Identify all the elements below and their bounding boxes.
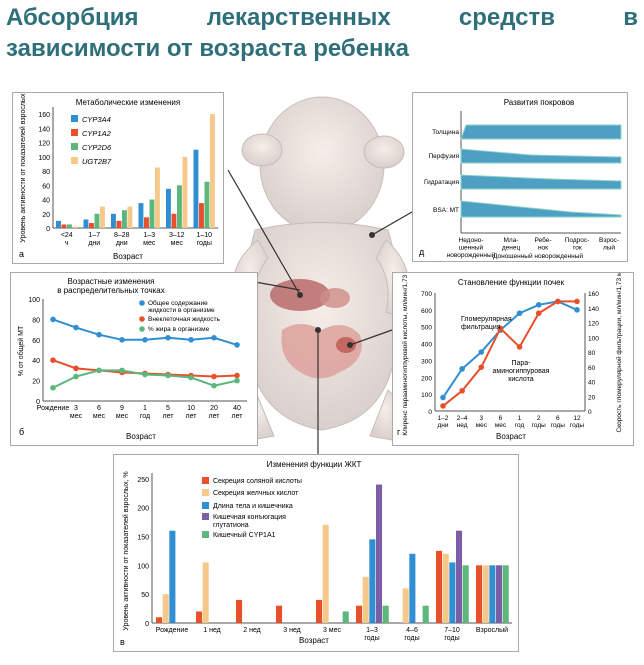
data-point xyxy=(234,373,240,379)
x-tick-label: 4–6 xyxy=(406,627,418,634)
y-tick-label-right: 140 xyxy=(588,305,599,313)
legend-swatch xyxy=(71,115,78,122)
bar xyxy=(169,531,175,623)
data-point xyxy=(574,307,580,313)
bar xyxy=(156,617,162,623)
y-tick-label: 80 xyxy=(42,169,50,177)
x-tick-label: лый xyxy=(602,244,616,252)
y-tick-label-right: 120 xyxy=(588,320,599,328)
y-tick-label: 300 xyxy=(421,358,432,366)
series-annotation: аминогиппуровая xyxy=(492,368,550,375)
y-tick-label: 100 xyxy=(28,297,40,304)
x-tick-label: Рождение xyxy=(155,627,189,634)
x-tick-label: 6 xyxy=(498,415,503,422)
data-point xyxy=(234,378,240,384)
y-tick-label: 20 xyxy=(42,211,50,219)
series-annotation: Пара- xyxy=(511,360,531,367)
x-tick-label: 7–10 xyxy=(444,627,460,634)
x-tick-label: новорожденный xyxy=(446,252,496,259)
x-tick-label: 3–12 xyxy=(168,232,185,239)
x-tick-label: мес xyxy=(494,422,507,429)
x-tick-label: годы xyxy=(531,422,546,429)
x-axis-label: Возраст xyxy=(299,636,329,645)
bar xyxy=(73,227,78,228)
data-point xyxy=(142,337,148,343)
x-tick-label: нед xyxy=(456,422,468,429)
chart-title: Становление функции почек xyxy=(457,278,565,287)
bar xyxy=(276,606,282,623)
legend-label: Кишечный CYP1A1 xyxy=(213,532,276,539)
x-tick-label: нок xyxy=(537,244,549,252)
chart-title: Возрастные изменения xyxy=(67,277,155,286)
x-tick-label: 3 нед xyxy=(283,627,301,634)
data-point xyxy=(211,374,217,380)
data-point xyxy=(459,388,465,394)
bar xyxy=(95,214,100,228)
legend-swatch xyxy=(202,489,209,496)
x-tick-label: дни xyxy=(88,240,101,247)
x-tick-label: 12 xyxy=(573,415,581,422)
x-tick-label: 1–7 xyxy=(88,232,101,239)
bar xyxy=(203,562,209,623)
data-point xyxy=(478,364,484,370)
panel-letter: б xyxy=(19,427,25,437)
chart-title: Метаболические изменения xyxy=(75,98,181,107)
x-tick-label: Рождение xyxy=(36,405,70,412)
data-point xyxy=(536,302,542,308)
trend-band xyxy=(461,125,621,139)
y-tick-label-right: 100 xyxy=(588,335,599,343)
bar xyxy=(236,600,242,623)
bar xyxy=(503,565,509,623)
x-tick-label: Ребе- xyxy=(534,237,552,244)
bar xyxy=(496,565,502,623)
y-tick-label: 80 xyxy=(32,317,40,325)
metabolic-chart xyxy=(13,93,223,263)
trend-band xyxy=(461,175,621,189)
x-tick-label: 2 нед xyxy=(243,627,261,634)
data-point xyxy=(188,337,194,343)
x-tick-label: 1–10 xyxy=(196,232,213,239)
skin-development-chart xyxy=(413,93,627,261)
bar xyxy=(463,565,469,623)
x-tick-label: Взрослый xyxy=(475,627,509,634)
panel-letter: д xyxy=(419,247,425,257)
bar xyxy=(343,611,349,623)
x-tick-label: 40 xyxy=(233,405,241,412)
legend-swatch xyxy=(71,129,78,136)
x-tick-label: мес xyxy=(92,413,106,420)
gi-chart xyxy=(114,455,518,651)
data-point xyxy=(96,368,102,374)
x-tick-label: денец xyxy=(501,244,521,252)
bar xyxy=(383,606,389,623)
y-tick-label: 0 xyxy=(46,226,50,233)
y-tick-label: 500 xyxy=(421,324,432,332)
kidney-chart xyxy=(393,273,633,445)
x-axis-label: Возраст xyxy=(126,432,156,441)
data-point xyxy=(517,344,523,350)
x-tick-label: 3 xyxy=(479,415,484,422)
data-point xyxy=(211,383,217,389)
y-tick-label: 60 xyxy=(32,337,40,345)
title-word: лекарственных xyxy=(206,4,391,31)
x-tick-label: ч xyxy=(64,240,69,247)
row-label: Перфузия xyxy=(428,153,459,160)
bar xyxy=(323,525,329,623)
x-tick-label: годы xyxy=(196,240,212,247)
bar xyxy=(194,150,199,228)
bar xyxy=(155,168,160,229)
x-tick-label: год xyxy=(514,422,525,429)
x-tick-label: 8–28 xyxy=(113,232,130,239)
bar xyxy=(128,207,133,228)
x-tick-label: дни xyxy=(437,422,449,429)
legend-swatch xyxy=(71,157,78,164)
bar xyxy=(67,224,72,228)
data-point xyxy=(211,335,217,341)
legend-swatch xyxy=(202,477,209,484)
title-word: средств xyxy=(458,4,556,31)
x-tick-label: 1–3 xyxy=(366,627,378,634)
chart-title: Изменения функции ЖКТ xyxy=(266,460,362,469)
y-tick-label: 160 xyxy=(38,112,50,120)
distribution-chart xyxy=(11,273,257,445)
legend-swatch xyxy=(139,326,145,332)
y-axis-label-right: Скорость гломерулярной фильтрации, мл/мин/1,73 м² xyxy=(616,273,623,433)
panel-skin xyxy=(412,92,628,262)
bar xyxy=(369,539,375,623)
bar xyxy=(449,562,455,623)
legend-swatch xyxy=(139,300,145,306)
y-tick-label: 140 xyxy=(38,126,50,134)
data-point xyxy=(50,385,56,391)
y-tick-label: 150 xyxy=(137,534,149,542)
bar xyxy=(117,221,122,228)
y-tick-label-right: 80 xyxy=(588,350,596,357)
y-tick-label: 40 xyxy=(42,197,50,205)
bar xyxy=(62,224,67,228)
bar xyxy=(210,114,215,228)
y-tick-label: 600 xyxy=(421,307,432,315)
x-tick-label: лет xyxy=(162,413,174,420)
x-tick-label: Взрос- xyxy=(599,237,619,244)
title-word: Абсорбция xyxy=(6,4,139,31)
data-point xyxy=(119,368,125,374)
bar xyxy=(177,185,182,228)
x-tick-label: мес xyxy=(475,422,487,429)
legend-label: Кишечная конъюгация глутатиона xyxy=(213,514,286,529)
x-tick-label: мес xyxy=(115,413,129,420)
panel-letter: в xyxy=(120,637,125,647)
legend-label: UGT2B7 xyxy=(82,157,112,166)
x-tick-label: 1 xyxy=(143,405,147,412)
x-tick-label: годы xyxy=(569,422,585,429)
y-tick-label: 100 xyxy=(38,154,50,162)
data-point xyxy=(73,325,79,331)
x-tick-label: годы xyxy=(444,635,460,642)
panel-kidney xyxy=(392,272,634,446)
x-tick-label: шенный xyxy=(458,244,484,252)
bar xyxy=(476,565,482,623)
data-point xyxy=(96,332,102,338)
bar xyxy=(150,200,155,228)
y-tick-label: 50 xyxy=(141,592,149,600)
bar xyxy=(196,611,202,623)
x-tick-label: годы xyxy=(404,635,420,642)
y-axis-label-left: Клиренс парааминогиппуровой кислоты, мл/мин/1,73 м² xyxy=(402,273,409,436)
x-tick-label: 1–3 xyxy=(143,232,156,239)
panel-gi xyxy=(113,454,519,652)
x-tick-label: <24 xyxy=(60,232,73,239)
bar xyxy=(356,606,362,623)
panel-metabolic xyxy=(12,92,224,264)
bar xyxy=(443,554,449,623)
panel-letter: г xyxy=(397,427,401,437)
y-tick-label: 100 xyxy=(421,392,432,400)
x-tick-label: мес xyxy=(69,413,83,420)
bar xyxy=(100,207,105,228)
x-tick-label: лет xyxy=(208,413,220,420)
bar xyxy=(205,182,210,228)
legend-label: Внеклеточная жидкость xyxy=(148,316,220,323)
y-tick-label-right: 20 xyxy=(588,394,596,402)
bar xyxy=(163,594,169,623)
x-tick-label: 1 нед xyxy=(203,627,221,634)
legend-label: CYP1A2 xyxy=(82,129,111,138)
x-tick-label: лет xyxy=(185,413,197,420)
x-tick-label: годы xyxy=(550,422,565,429)
y-tick-label-right: 40 xyxy=(588,379,596,387)
x-tick-label: лет xyxy=(231,413,243,420)
bar xyxy=(363,577,369,623)
bar xyxy=(166,189,171,228)
data-point xyxy=(73,366,79,372)
x-tick-label: 10 xyxy=(187,405,195,412)
legend-swatch xyxy=(139,316,145,322)
x-tick-label: 6 xyxy=(97,405,101,412)
x-tick-label: 1–2 xyxy=(437,415,449,422)
data-point xyxy=(555,299,561,305)
series-annotation: Гломерулярная xyxy=(461,316,512,323)
title-line2: зависимости от возраста ребенка xyxy=(6,35,409,62)
legend-label: Секреция соляной кислоты xyxy=(213,478,302,485)
bar xyxy=(84,219,89,228)
bar xyxy=(111,214,116,228)
x-tick-label: ток xyxy=(572,244,582,252)
chart-title: Развития покровов xyxy=(503,98,575,107)
bar xyxy=(172,214,177,228)
bar xyxy=(423,606,429,623)
x-tick-label: 20 xyxy=(210,405,218,412)
bar xyxy=(139,203,144,228)
data-point xyxy=(50,357,56,363)
data-point xyxy=(574,299,580,305)
y-tick-label: 0 xyxy=(145,621,149,628)
x-tick-label: мес xyxy=(143,240,156,247)
bar xyxy=(483,565,489,623)
data-point xyxy=(165,373,171,379)
legend-label: Общее содержание жидкости в организме xyxy=(148,300,215,314)
data-point xyxy=(440,403,446,409)
data-point xyxy=(536,310,542,316)
bar xyxy=(456,531,462,623)
data-point xyxy=(440,395,446,401)
y-tick-label-right: 160 xyxy=(588,291,599,298)
legend-label: % жира в организме xyxy=(148,326,210,333)
bar xyxy=(183,157,188,228)
bar xyxy=(376,485,382,623)
x-group-label: Доношенный новорожденный xyxy=(492,253,584,260)
y-axis-label: Уровень активности от показателей взрослых, % xyxy=(123,471,130,631)
y-axis-label: % от общей МТ xyxy=(18,325,25,377)
legend-swatch xyxy=(71,143,78,150)
legend-label: Секреция желчных кислот xyxy=(213,490,299,497)
y-tick-label: 100 xyxy=(137,563,149,571)
bar xyxy=(436,551,442,623)
y-tick-label-right: 0 xyxy=(588,409,592,416)
baby-body xyxy=(232,97,409,440)
bar xyxy=(122,210,127,228)
bar xyxy=(403,588,409,623)
legend-swatch xyxy=(202,513,209,520)
title-word: в xyxy=(623,4,638,31)
x-tick-label: 6 xyxy=(556,415,560,422)
chart-title: в распределительных точках xyxy=(57,286,165,295)
bar xyxy=(56,221,61,228)
data-point xyxy=(165,335,171,341)
data-point xyxy=(119,337,125,343)
data-point xyxy=(73,374,79,380)
x-tick-label: 1 xyxy=(517,415,522,422)
x-tick-label: дни xyxy=(115,240,128,247)
y-tick-label: 0 xyxy=(36,399,40,406)
x-axis-label: Возраст xyxy=(496,432,526,441)
legend-label: CYP2D6 xyxy=(82,143,112,152)
y-tick-label: 250 xyxy=(137,476,149,484)
data-point xyxy=(234,342,240,348)
y-tick-label: 200 xyxy=(137,505,149,513)
y-tick-label-right: 60 xyxy=(588,364,596,372)
x-tick-label: 2 xyxy=(536,415,541,422)
data-point xyxy=(188,375,194,381)
y-tick-label: 400 xyxy=(421,341,432,349)
x-tick-label: 2–4 xyxy=(456,415,468,422)
x-tick-label: годы xyxy=(364,635,380,642)
row-label: BSA: МТ xyxy=(432,207,459,214)
legend-label: Длина тела и кишечника xyxy=(213,503,293,510)
series-annotation: кислота xyxy=(508,376,534,383)
data-point xyxy=(478,349,484,355)
x-axis-label: Возраст xyxy=(113,252,143,261)
legend-swatch xyxy=(202,531,209,538)
bar xyxy=(489,565,495,623)
data-point xyxy=(50,317,56,323)
x-tick-label: Недоно- xyxy=(458,237,484,244)
bar xyxy=(409,554,415,623)
x-tick-label: год xyxy=(139,413,151,420)
data-point xyxy=(459,366,465,372)
series-annotation: фильтрация xyxy=(461,324,501,331)
y-axis-label: Уровень активности от показателей взрослых, % xyxy=(20,93,27,243)
y-tick-label: 700 xyxy=(421,291,432,298)
x-tick-label: Подрос- xyxy=(564,237,590,244)
y-tick-label: 0 xyxy=(428,409,432,416)
panel-letter: а xyxy=(19,249,25,259)
x-tick-label: 3 xyxy=(74,405,78,412)
data-point xyxy=(142,372,148,378)
x-tick-label: мес xyxy=(170,240,183,247)
panel-distribution xyxy=(10,272,258,446)
row-label: Толщина xyxy=(432,129,459,136)
y-tick-label: 120 xyxy=(38,140,50,148)
y-tick-label: 40 xyxy=(32,358,40,366)
row-label: Гидратация xyxy=(423,179,459,186)
x-tick-label: 5 xyxy=(166,405,170,412)
bar xyxy=(89,223,94,228)
bar xyxy=(316,600,322,623)
y-tick-label: 20 xyxy=(32,378,40,386)
bar xyxy=(199,203,204,228)
bar xyxy=(144,217,149,228)
data-point xyxy=(517,310,523,316)
legend-swatch xyxy=(202,502,209,509)
y-tick-label: 200 xyxy=(421,375,432,383)
x-tick-label: 9 xyxy=(120,405,124,412)
x-tick-label: Мла- xyxy=(503,237,519,244)
y-tick-label: 60 xyxy=(42,183,50,191)
x-tick-label: 3 мес xyxy=(322,627,342,634)
legend-label: CYP3A4 xyxy=(82,115,111,124)
